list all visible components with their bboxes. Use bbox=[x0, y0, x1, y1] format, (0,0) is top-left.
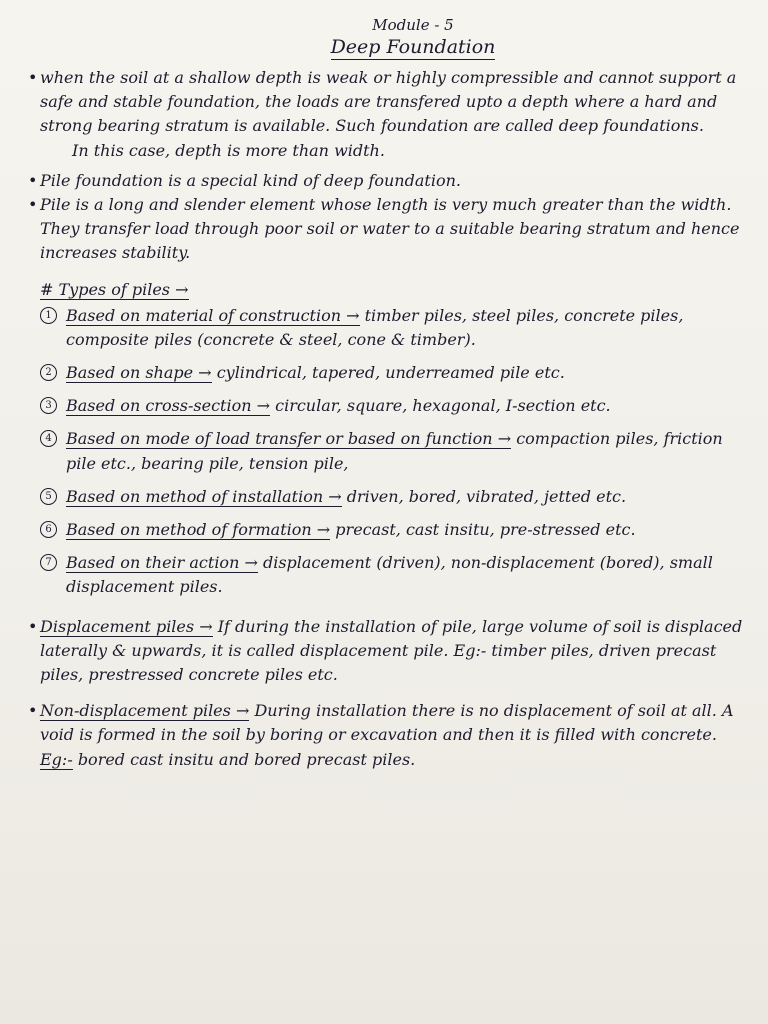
list-item: 5 Based on method of installation → driven, bored, vibrated, jetted etc. bbox=[40, 485, 746, 509]
module-label: Module - 5 bbox=[372, 16, 454, 34]
displacement-piles: • Displacement piles → If during the installation of pile, large volume of soil is displaced laterally & upwards, it is called displacement pile. Eg:- timber piles, driven precast piles, prestressed concrete piles etc. bbox=[40, 615, 746, 688]
pile-definition: • Pile is a long and slender element whose length is very much greater than the width. They transfer load through poor soil or water to a suitable bearing stratum and hence increases stability. bbox=[40, 193, 746, 266]
non-displacement-piles: • Non-displacement piles → During installation there is no displacement of soil at all. A void is formed in the soil by boring or excavation and then it is filled with concrete. Eg:- bored cast insitu and bored precast piles. bbox=[40, 699, 746, 772]
types-heading: # Types of piles → bbox=[40, 279, 189, 299]
list-item: 7 Based on their action → displacement (driven), non-displacement (bored), small displacement piles. bbox=[40, 551, 746, 599]
depth-note: In this case, depth is more than width. bbox=[72, 140, 385, 160]
list-item: 4 Based on mode of load transfer or based on function → compaction piles, friction pile etc., bearing pile, tension pile, bbox=[40, 427, 746, 475]
page-title: Deep Foundation bbox=[330, 36, 496, 58]
list-item: 2 Based on shape → cylindrical, tapered, underreamed pile etc. bbox=[40, 361, 746, 385]
list-item: 1 Based on material of construction → timber piles, steel piles, concrete piles, composite piles (concrete & steel, cone & timber). bbox=[40, 304, 746, 352]
list-item: 3 Based on cross-section → circular, square, hexagonal, I-section etc. bbox=[40, 394, 746, 418]
list-item: 6 Based on method of formation → precast, cast insitu, pre-stressed etc. bbox=[40, 518, 746, 542]
types-list bbox=[40, 304, 746, 600]
intro-paragraph: • when the soil at a shallow depth is weak or highly compressible and cannot support a safe and stable foundation, the loads are transfered upto a depth where a hard and strong bearing stratum is available. Such foundation are called deep foundations. bbox=[40, 66, 746, 139]
pile-foundation-definition: • Pile foundation is a special kind of deep foundation. bbox=[40, 169, 746, 193]
